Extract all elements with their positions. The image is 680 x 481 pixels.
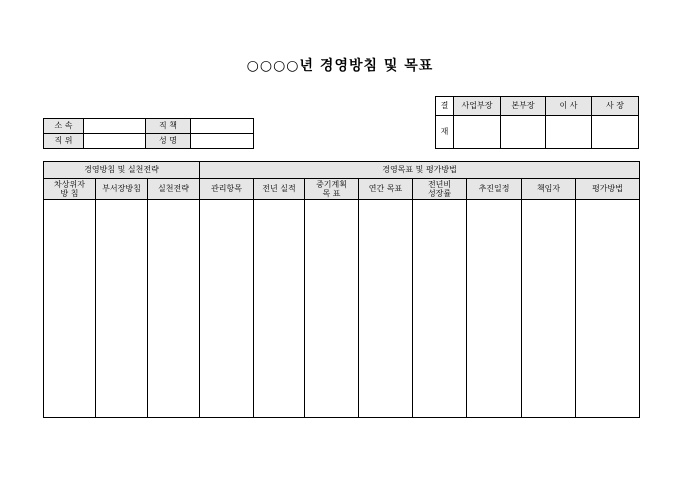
position-label: 직 위 <box>44 134 84 149</box>
affiliation-label: 소 속 <box>44 119 84 134</box>
approval-table <box>435 96 639 149</box>
info-table <box>43 118 254 149</box>
column-header-prior-year-result: 전년 실적 <box>254 179 305 200</box>
column-header-superior-policy <box>44 179 96 200</box>
column-header-line1: 중기계획 <box>316 179 347 189</box>
position-field[interactable] <box>84 134 146 149</box>
approval-label-bottom: 재 <box>436 116 454 149</box>
body-cell-superior-policy[interactable] <box>44 200 96 418</box>
column-header-management-item: 관리항목 <box>200 179 254 200</box>
body-cell-prior-year-result[interactable] <box>254 200 305 418</box>
column-header-annual-goal: 연간 목표 <box>359 179 413 200</box>
approval-role-headquarters-head: 본부장 <box>501 97 546 116</box>
signature-box-headquarters-head[interactable] <box>501 116 546 149</box>
approval-label-top: 결 <box>436 97 454 116</box>
body-cell-annual-goal[interactable] <box>359 200 413 418</box>
affiliation-field[interactable] <box>84 119 146 134</box>
column-header-line1: 전년비 <box>427 179 452 189</box>
body-cell-action-strategy[interactable] <box>148 200 200 418</box>
name-label: 성 명 <box>146 134 191 149</box>
approval-role-president: 사 장 <box>592 97 639 116</box>
signature-box-president[interactable] <box>592 116 639 149</box>
column-header-line2: 방 침 <box>60 189 79 198</box>
name-field[interactable] <box>191 134 254 149</box>
signature-box-division-head[interactable] <box>454 116 501 149</box>
job-title-field[interactable] <box>191 119 254 134</box>
column-header-mid-term-goal <box>305 179 359 200</box>
body-cell-responsible[interactable] <box>522 200 576 418</box>
document-title: ○○○○년 경영방침 및 목표 <box>246 58 434 74</box>
column-header-action-strategy: 실천전략 <box>148 179 200 200</box>
body-cell-evaluation-method[interactable] <box>576 200 640 418</box>
approval-role-director: 이 사 <box>546 97 592 116</box>
column-header-responsible: 책임자 <box>522 179 576 200</box>
column-header-line1: 차상위자 <box>54 179 85 189</box>
signature-box-director[interactable] <box>546 116 592 149</box>
policy-goal-table <box>43 161 640 418</box>
column-header-schedule: 추진일정 <box>467 179 522 200</box>
column-header-evaluation-method: 평가방법 <box>576 179 640 200</box>
body-cell-dept-policy[interactable] <box>96 200 148 418</box>
column-header-yoy-growth <box>413 179 467 200</box>
job-title-label: 직 책 <box>146 119 191 134</box>
body-cell-yoy-growth[interactable] <box>413 200 467 418</box>
column-header-line2: 성장률 <box>427 189 452 198</box>
approval-role-division-head: 사업부장 <box>454 97 501 116</box>
body-cell-mid-term-goal[interactable] <box>305 200 359 418</box>
column-header-line2: 목 표 <box>322 189 341 198</box>
group-header-policy-strategy: 경영방침 및 실천전략 <box>44 162 200 179</box>
group-header-goals-evaluation: 경영목표 및 평가방법 <box>200 162 640 179</box>
column-header-dept-policy: 부서장방침 <box>96 179 148 200</box>
body-cell-schedule[interactable] <box>467 200 522 418</box>
body-cell-management-item[interactable] <box>200 200 254 418</box>
